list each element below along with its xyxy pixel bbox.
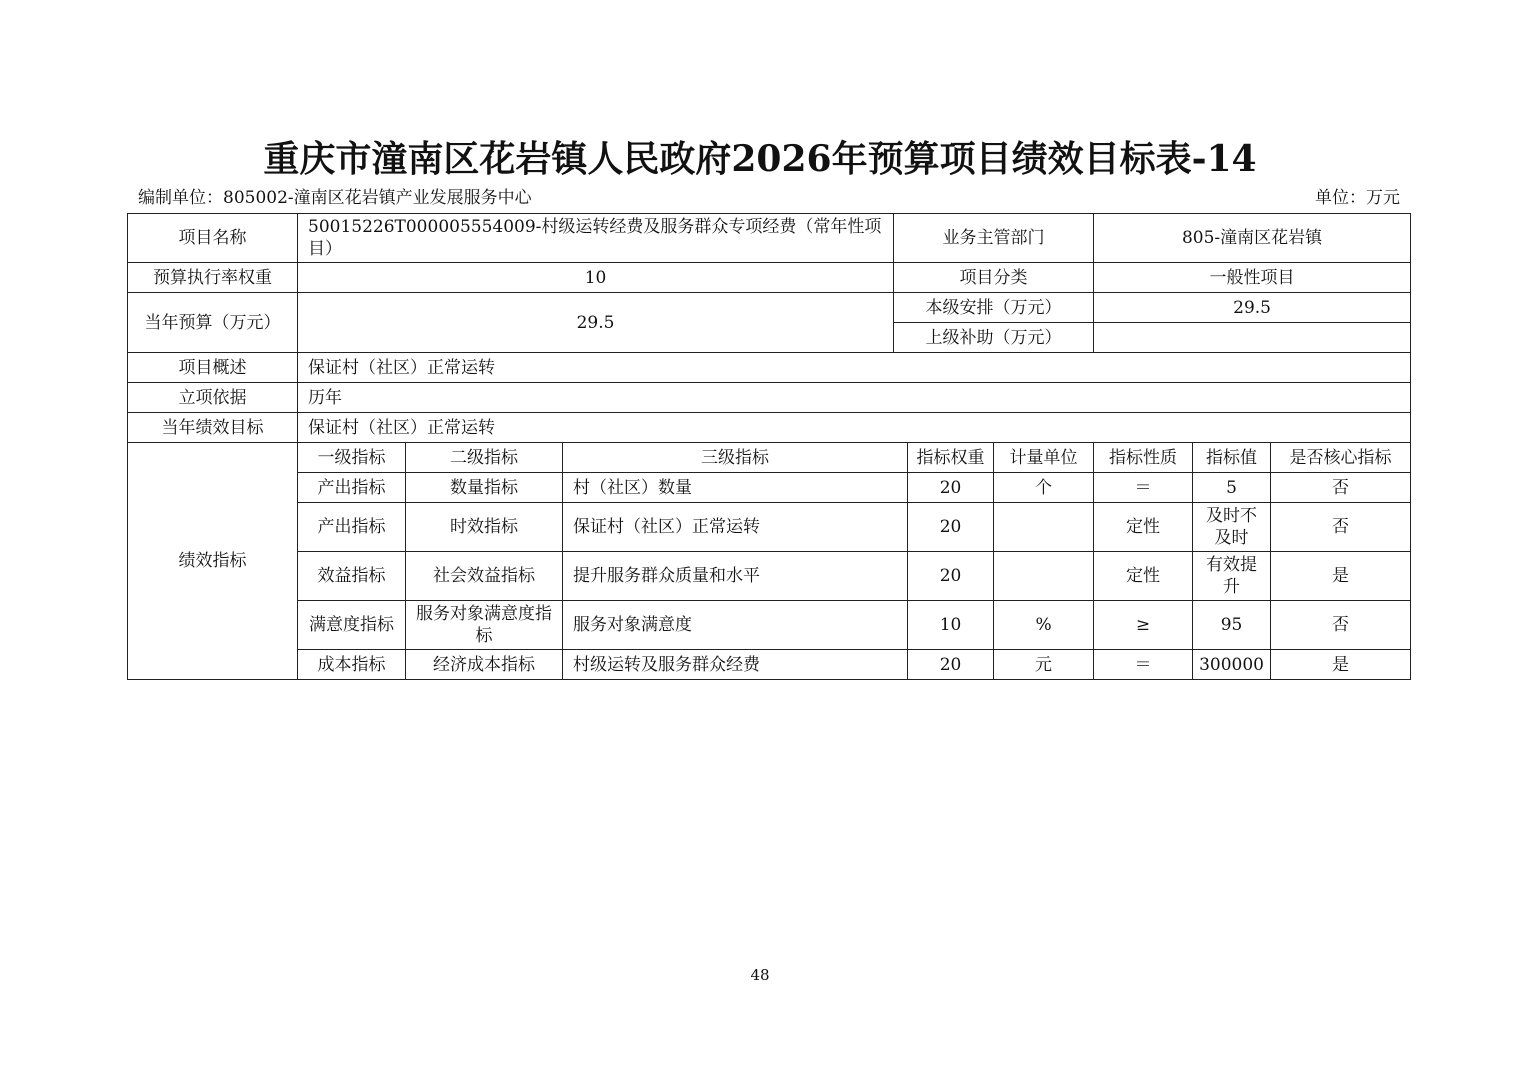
level1-cell: 满意度指标 bbox=[298, 601, 406, 650]
nature-cell: ＝ bbox=[1094, 650, 1193, 680]
unit-cell: % bbox=[994, 601, 1094, 650]
level1-cell: 产出指标 bbox=[298, 473, 406, 503]
nature-cell: 定性 bbox=[1094, 552, 1193, 601]
core-cell: 否 bbox=[1271, 473, 1411, 503]
goal-row bbox=[128, 413, 1411, 443]
compiling-unit: 编制单位：805002-潼南区花岩镇产业发展服务中心 bbox=[138, 188, 532, 208]
goal-label: 当年绩效目标 bbox=[128, 413, 298, 443]
level3-cell: 提升服务群众质量和水平 bbox=[563, 552, 908, 601]
perf-header-row bbox=[128, 443, 1411, 473]
value-cell: 及时不及时 bbox=[1193, 503, 1271, 552]
exec-weight-value: 10 bbox=[298, 263, 894, 293]
header-unit: 计量单位 bbox=[994, 443, 1094, 473]
category-value: 一般性项目 bbox=[1094, 263, 1411, 293]
weight-cell: 20 bbox=[908, 552, 994, 601]
project-name-value: 50015226T000005554009-村级运转经费及服务群众专项经费（常年性项目） bbox=[298, 214, 894, 263]
overview-value: 保证村（社区）正常运转 bbox=[298, 353, 1411, 383]
page-title: 重庆市潼南区花岩镇人民政府2026年预算项目绩效目标表-14 bbox=[263, 138, 1257, 180]
goal-value: 保证村（社区）正常运转 bbox=[298, 413, 1411, 443]
nature-cell: ＝ bbox=[1094, 473, 1193, 503]
performance-table bbox=[127, 213, 1411, 680]
level2-cell: 数量指标 bbox=[406, 473, 563, 503]
level1-cell: 产出指标 bbox=[298, 503, 406, 552]
currency-unit: 单位：万元 bbox=[1315, 188, 1400, 208]
unit-cell: 元 bbox=[994, 650, 1094, 680]
level2-cell: 经济成本指标 bbox=[406, 650, 563, 680]
header-core: 是否核心指标 bbox=[1271, 443, 1411, 473]
basis-label: 立项依据 bbox=[128, 383, 298, 413]
project-name-label: 项目名称 bbox=[128, 214, 298, 263]
project-name-row bbox=[128, 214, 1411, 263]
nature-cell: 定性 bbox=[1094, 503, 1193, 552]
level3-cell: 村（社区）数量 bbox=[563, 473, 908, 503]
level1-cell: 成本指标 bbox=[298, 650, 406, 680]
upper-label: 上级补助（万元） bbox=[894, 323, 1094, 353]
exec-weight-label: 预算执行率权重 bbox=[128, 263, 298, 293]
unit-info bbox=[138, 186, 1400, 210]
core-cell: 是 bbox=[1271, 552, 1411, 601]
budget-row bbox=[128, 293, 1411, 323]
table-row bbox=[128, 552, 1411, 601]
level1-cell: 效益指标 bbox=[298, 552, 406, 601]
core-cell: 否 bbox=[1271, 503, 1411, 552]
weight-cell: 20 bbox=[908, 650, 994, 680]
unit-cell: 个 bbox=[994, 473, 1094, 503]
weight-cell: 20 bbox=[908, 473, 994, 503]
local-label: 本级安排（万元） bbox=[894, 293, 1094, 323]
perf-label: 绩效指标 bbox=[128, 443, 298, 680]
level2-cell: 服务对象满意度指标 bbox=[406, 601, 563, 650]
header-weight: 指标权重 bbox=[908, 443, 994, 473]
basis-row bbox=[128, 383, 1411, 413]
table-row bbox=[128, 503, 1411, 552]
budget-label: 当年预算（万元） bbox=[128, 293, 298, 353]
overview-label: 项目概述 bbox=[128, 353, 298, 383]
page-number: 48 bbox=[750, 966, 770, 984]
table-row bbox=[128, 601, 1411, 650]
upper-value bbox=[1094, 323, 1411, 353]
category-label: 项目分类 bbox=[894, 263, 1094, 293]
level3-cell: 服务对象满意度 bbox=[563, 601, 908, 650]
nature-cell: ≥ bbox=[1094, 601, 1193, 650]
weight-cell: 20 bbox=[908, 503, 994, 552]
budget-value: 29.5 bbox=[298, 293, 894, 353]
unit-cell bbox=[994, 552, 1094, 601]
dept-value: 805-潼南区花岩镇 bbox=[1094, 214, 1411, 263]
level2-cell: 时效指标 bbox=[406, 503, 563, 552]
header-level3: 三级指标 bbox=[563, 443, 908, 473]
exec-weight-row bbox=[128, 263, 1411, 293]
header-nature: 指标性质 bbox=[1094, 443, 1193, 473]
level2-cell: 社会效益指标 bbox=[406, 552, 563, 601]
value-cell: 95 bbox=[1193, 601, 1271, 650]
dept-label: 业务主管部门 bbox=[894, 214, 1094, 263]
overview-row bbox=[128, 353, 1411, 383]
level3-cell: 村级运转及服务群众经费 bbox=[563, 650, 908, 680]
core-cell: 是 bbox=[1271, 650, 1411, 680]
local-value: 29.5 bbox=[1094, 293, 1411, 323]
weight-cell: 10 bbox=[908, 601, 994, 650]
value-cell: 5 bbox=[1193, 473, 1271, 503]
core-cell: 否 bbox=[1271, 601, 1411, 650]
basis-value: 历年 bbox=[298, 383, 1411, 413]
header-level1: 一级指标 bbox=[298, 443, 406, 473]
value-cell: 300000 bbox=[1193, 650, 1271, 680]
table-row bbox=[128, 473, 1411, 503]
level3-cell: 保证村（社区）正常运转 bbox=[563, 503, 908, 552]
table-row bbox=[128, 650, 1411, 680]
header-level2: 二级指标 bbox=[406, 443, 563, 473]
header-value: 指标值 bbox=[1193, 443, 1271, 473]
unit-cell bbox=[994, 503, 1094, 552]
value-cell: 有效提升 bbox=[1193, 552, 1271, 601]
